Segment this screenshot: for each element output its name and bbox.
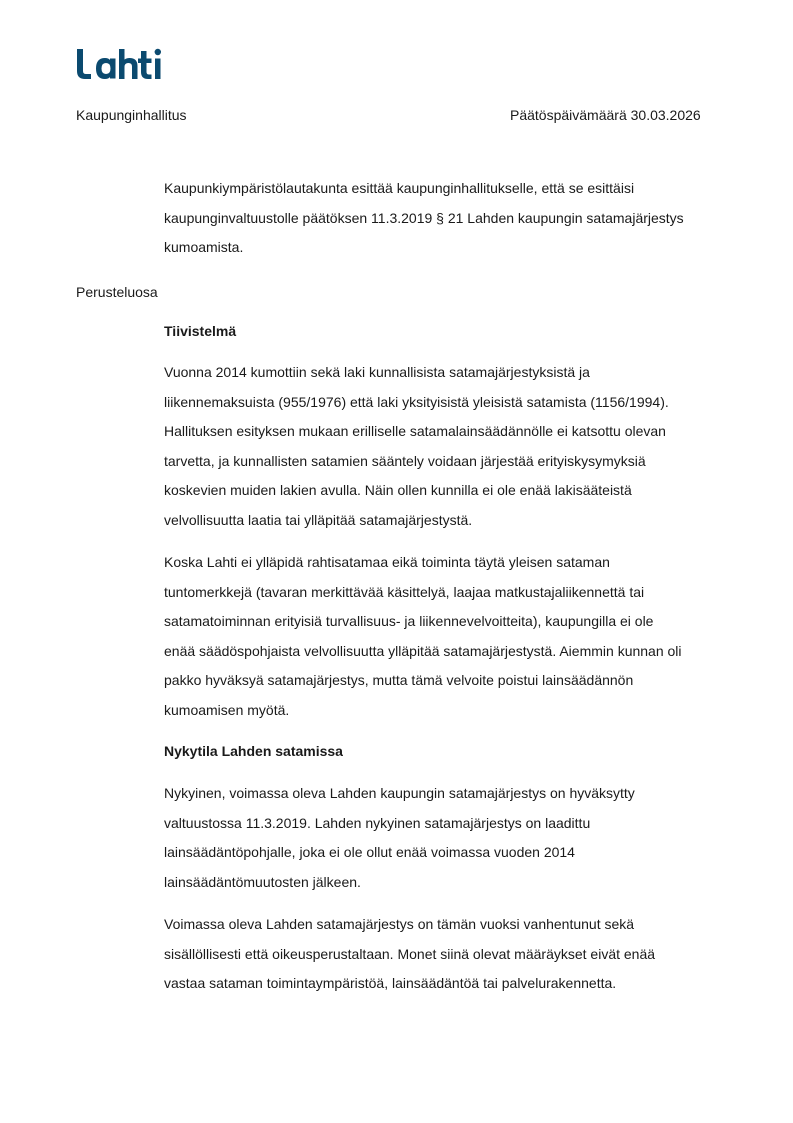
text-line: Voimassa oleva Lahden satamajärjestys on tämän vuoksi vanhentunut sekä — [164, 916, 635, 932]
text-line: valtuustossa 11.3.2019. Lahden nykyinen satamajärjestys on laadittu — [164, 814, 591, 831]
text-line: satamatoiminnan erityisiä turvallisuus- ja liikennevelvoitteita), kaupungilla ei ole — [164, 613, 654, 630]
text-line: Vuonna 2014 kumottiin sekä laki kunnallisista satamajärjestyksistä ja — [164, 364, 590, 380]
text-line: tuntomerkkejä (tavaran merkittävää käsittelyä, laajaa matkustajaliikennettä tai — [164, 583, 645, 600]
text-line: velvollisuutta laatia tai ylläpitää satamajärjestystä. — [164, 511, 473, 528]
text-line: Kaupunkiympäristölautakunta esittää kaupunginhallitukselle, että se esittäisi — [164, 180, 635, 196]
body-paragraph — [164, 358, 724, 536]
body-paragraph — [164, 910, 724, 999]
section-label: Perusteluosa — [76, 284, 158, 300]
text-line: sisällöllisesti että oikeusperustaltaan. Monet siinä olevat määräykset eivät enää — [164, 945, 656, 962]
decision-date: Päätöspäivämäärä 30.03.2026 — [510, 107, 701, 123]
text-line: Hallituksen esityksen mukaan erilliselle satamalainsäädännölle ei katsottu olevan — [164, 423, 666, 440]
text-line: tarvetta, ja kunnallisten satamien sääntely voidaan järjestää erityiskysymyksiä — [164, 452, 646, 469]
body-paragraph — [164, 779, 724, 897]
text-line: Koska Lahti ei ylläpidä rahtisatamaa eikä toiminta täytä yleisen sataman — [164, 554, 610, 570]
section-heading: Nykytila Lahden satamissa — [164, 743, 343, 759]
text-line: koskevien muiden lakien avulla. Näin ollen kunnilla ei ole enää lakisääteistä — [164, 482, 632, 499]
text-line: lainsäädäntömuutosten jälkeen. — [164, 873, 361, 890]
text-line: Nykyinen, voimassa oleva Lahden kaupungin satamajärjestys on hyväksytty — [164, 785, 635, 801]
text-line: kumoamisen myötä. — [164, 701, 290, 718]
body-paragraph — [164, 548, 724, 726]
text-line: kumoamista. — [164, 239, 244, 256]
section-heading: Tiivistelmä — [164, 323, 237, 339]
lahti-logo-icon — [75, 46, 167, 82]
text-line: pakko hyväksyä satamajärjestys, mutta tämä velvoite poistui lainsäädännön — [164, 672, 634, 689]
proposal-paragraph — [164, 174, 724, 263]
lahti-logo — [75, 46, 167, 82]
committee-name: Kaupunginhallitus — [76, 107, 187, 123]
text-line: kaupunginvaltuustolle päätöksen 11.3.2019 § 21 Lahden kaupungin satamajärjestys — [164, 209, 684, 226]
text-line: enää säädöspohjaista velvollisuutta ylläpitää satamajärjestystä. Aiemmin kunnan oli — [164, 642, 682, 659]
text-line: vastaa sataman toimintaympäristöä, lainsäädäntöä tai palvelurakennetta. — [164, 975, 617, 992]
text-line: lainsäädäntöpohjalle, joka ei ole ollut enää voimassa vuoden 2014 — [164, 844, 575, 861]
text-line: liikennemaksuista (955/1976) että laki yksityisistä yleisistä satamista (1156/1994). — [164, 393, 669, 410]
